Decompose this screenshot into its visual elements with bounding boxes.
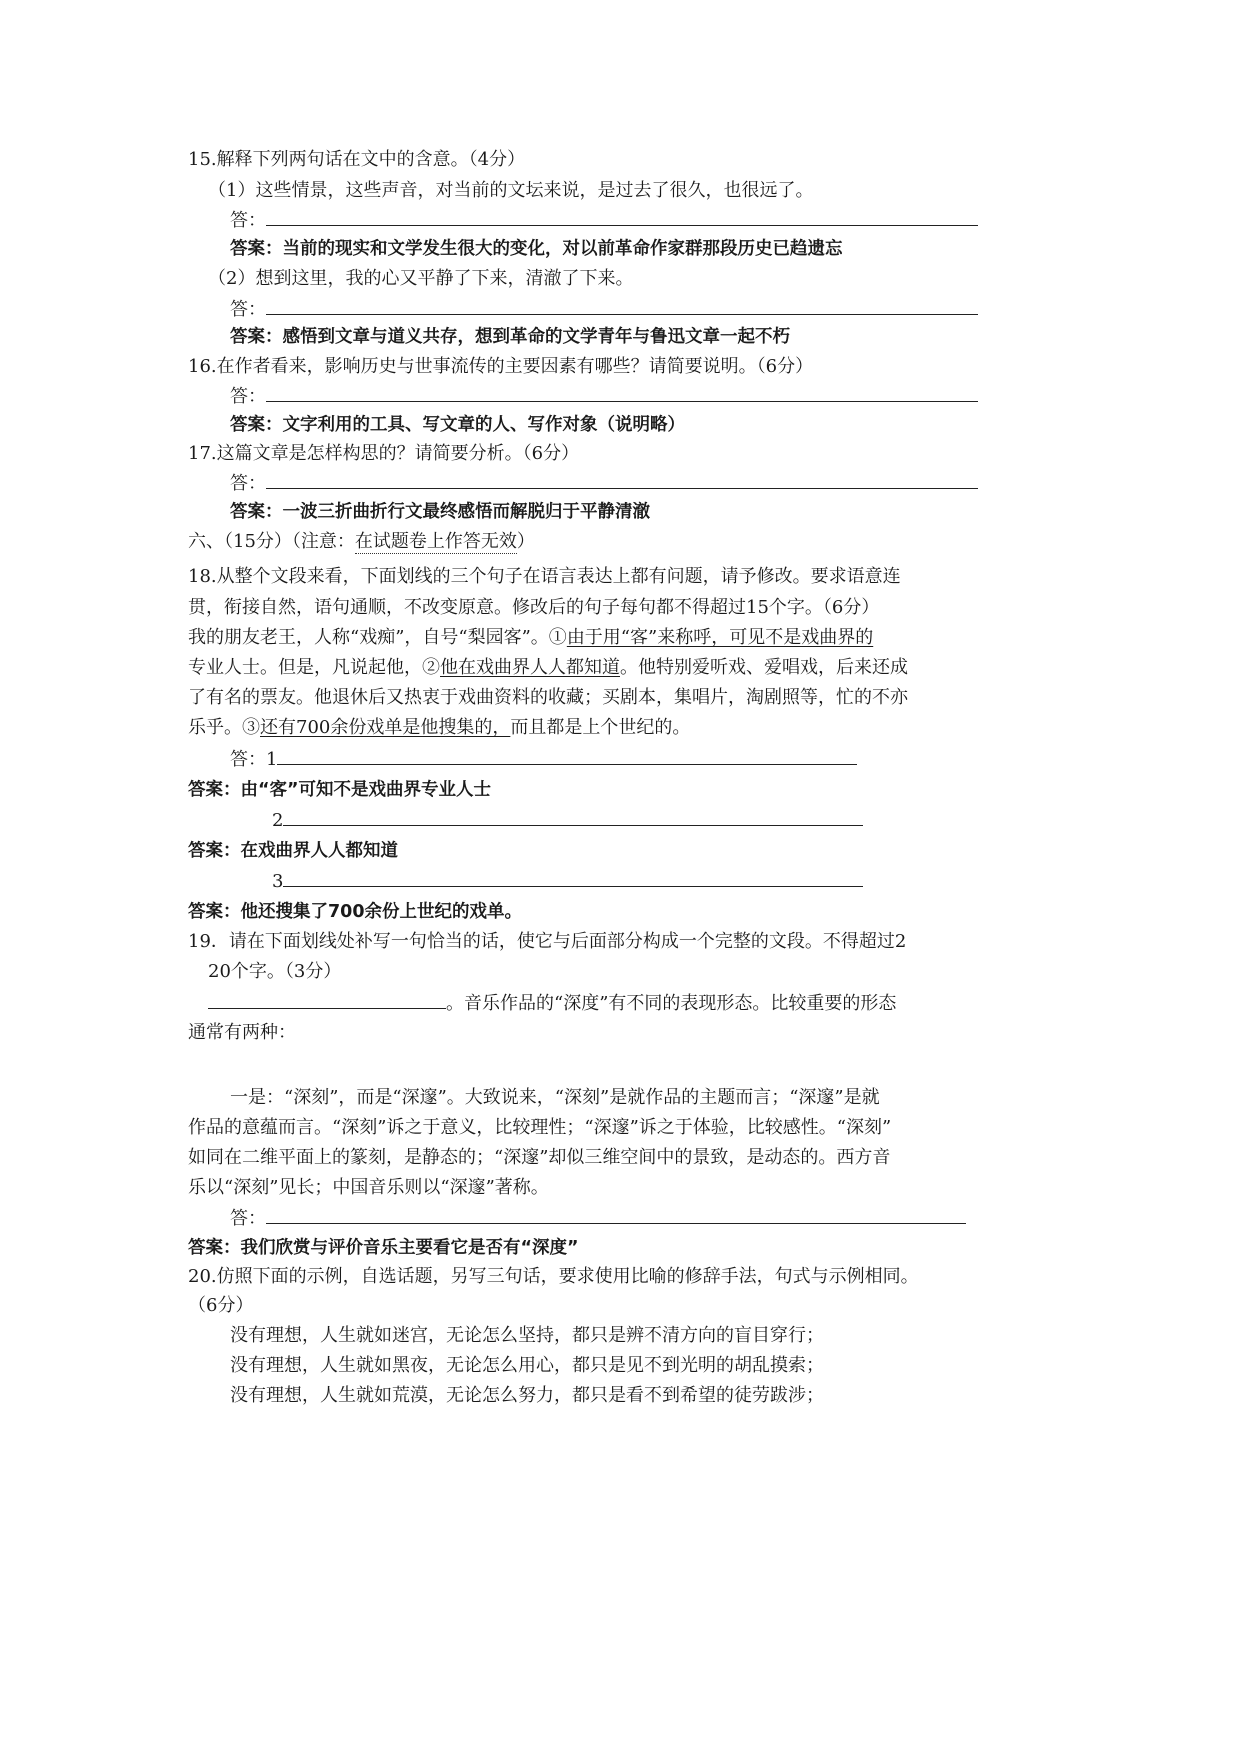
- q18-passage-line-4: 乐乎。③还有700余份戏单是他搜集的，而且都是上个世纪的。: [188, 717, 691, 738]
- answer-prefix: 答：: [230, 473, 266, 494]
- answer-blank[interactable]: [266, 296, 978, 315]
- answer-number: 3: [272, 871, 284, 892]
- answer-blank[interactable]: [266, 470, 978, 489]
- q19-prompt-1: 19．请在下面划线处补写一句恰当的话，使它与后面部分构成一个完整的文段。不得超过2: [188, 931, 907, 952]
- answer-number: 2: [272, 810, 284, 831]
- underlined-sentence-3: 还有700余份戏单是他搜集的，: [260, 717, 511, 738]
- q15-answer-line-1[interactable]: [230, 207, 978, 234]
- section-6-note: 在试题卷上作答无效: [354, 531, 517, 552]
- q20-example-3: 没有理想，人生就如荒漠，无论怎么努力，都只是看不到希望的徒劳跋涉；: [230, 1385, 824, 1406]
- q18-key-1: 答案：由“客”可知不是戏曲界专业人士: [188, 780, 492, 800]
- q15-sentence-1: （1）这些情景，这些声音，对当前的文坛来说，是过去了很久，也很远了。: [208, 180, 814, 201]
- answer-blank[interactable]: [266, 1205, 966, 1224]
- q17-title: 17.这篇文章是怎样构思的？请简要分析。（6分）: [188, 443, 580, 464]
- q15-answer-line-2[interactable]: [230, 296, 978, 323]
- q20-prompt-2: （6分）: [188, 1295, 254, 1316]
- fill-blank[interactable]: [208, 990, 446, 1009]
- answer-blank[interactable]: [283, 868, 863, 887]
- q15-title: 15.解释下列两句话在文中的含意。（4分）: [188, 149, 526, 170]
- q19-paragraph-4: 乐以“深刻”见长；中国音乐则以“深邃”著称。: [188, 1177, 549, 1198]
- q17-key: 答案：一波三折曲折行文最终感悟而解脱归于平静清澈: [230, 502, 650, 522]
- q15-key-1: 答案：当前的现实和文学发生很大的变化，对以前革命作家群那段历史已趋遗忘: [230, 239, 843, 259]
- q18-key-2: 答案：在戏曲界人人都知道: [188, 841, 398, 861]
- q19-fill-line[interactable]: 。音乐作品的“深度”有不同的表现形态。比较重要的形态: [208, 990, 896, 1017]
- underlined-sentence-1: 由于用“客”来称呼，可见不是戏曲界的: [566, 627, 874, 648]
- answer-blank[interactable]: [266, 207, 978, 226]
- underlined-sentence-2: 他在戏曲界人人都知道: [440, 657, 620, 678]
- q18-key-3: 答案：他还搜集了700余份上世纪的戏单。: [188, 902, 523, 922]
- answer-prefix: 答：: [230, 386, 266, 407]
- q16-answer-line[interactable]: [230, 383, 978, 410]
- q19-answer-line[interactable]: [230, 1205, 966, 1232]
- answer-number: 1: [266, 749, 278, 770]
- answer-blank[interactable]: [277, 746, 857, 765]
- answer-prefix: 答：: [230, 210, 266, 231]
- answer-blank[interactable]: [266, 383, 978, 402]
- q15-sentence-2: （2）想到这里，我的心又平静了下来，清澈了下来。: [208, 268, 634, 289]
- q15-key-2: 答案：感悟到文章与道义共存，想到革命的文学青年与鲁迅文章一起不朽: [230, 327, 790, 347]
- q19-paragraph-3: 如同在二维平面上的篆刻，是静态的；“深邃”却似三维空间中的景致，是动态的。西方音: [188, 1147, 891, 1168]
- q20-prompt-1: 20.仿照下面的示例，自选话题，另写三句话，要求使用比喻的修辞手法，句式与示例相同。: [188, 1266, 919, 1287]
- q18-prompt-2: 贯，衔接自然，语句通顺，不改变原意。修改后的句子每句都不得超过15个字。（6分）: [188, 597, 880, 618]
- q16-key: 答案：文字利用的工具、写文章的人、写作对象（说明略）: [230, 415, 685, 435]
- answer-prefix: 答：: [230, 1208, 266, 1229]
- q19-prompt-2: 20个字。（3分）: [208, 961, 342, 982]
- q18-passage-line-1: 我的朋友老王，人称“戏痴”，自号“梨园客”。①由于用“客”来称呼，可见不是戏曲界的: [188, 627, 874, 648]
- q16-title: 16.在作者看来，影响历史与世事流传的主要因素有哪些？请简要说明。（6分）: [188, 356, 814, 377]
- q20-example-2: 没有理想，人生就如黑夜，无论怎么用心，都只是见不到光明的胡乱摸索；: [230, 1355, 824, 1376]
- answer-blank[interactable]: [283, 807, 863, 826]
- answer-prefix: 答：: [230, 299, 266, 320]
- q19-key: 答案：我们欣赏与评价音乐主要看它是否有“深度”: [188, 1238, 579, 1258]
- q20-example-1: 没有理想，人生就如迷宫，无论怎么坚持，都只是辨不清方向的盲目穿行；: [230, 1325, 824, 1346]
- q17-answer-line[interactable]: [230, 470, 978, 497]
- q18-answer-line-3[interactable]: [272, 868, 863, 895]
- q18-answer-line-2[interactable]: [272, 807, 863, 834]
- section-6-heading: 六、（15分）（注意：在试题卷上作答无效）: [188, 531, 535, 552]
- answer-prefix: 答：: [230, 749, 266, 770]
- q18-answer-line-1[interactable]: [230, 746, 857, 773]
- q19-paragraph-1: 一是：“深刻”，而是“深邃”。大致说来，“深刻”是就作品的主题而言；“深邃”是就: [230, 1087, 880, 1108]
- q19-fill-line-2: 通常有两种：: [188, 1022, 296, 1043]
- q18-passage-line-3: 了有名的票友。他退休后又热衷于戏曲资料的收藏；买剧本，集唱片，淘剧照等，忙的不亦: [188, 687, 908, 708]
- q18-prompt-1: 18.从整个文段来看，下面划线的三个句子在语言表达上都有问题，请予修改。要求语意连: [188, 566, 901, 587]
- q19-paragraph-2: 作品的意蕴而言。“深刻”诉之于意义，比较理性；“深邃”诉之于体验，比较感性。“深刻”: [188, 1117, 892, 1138]
- q18-passage-line-2: 专业人士。但是，凡说起他，②他在戏曲界人人都知道。他特别爱听戏、爱唱戏，后来还成: [188, 657, 908, 678]
